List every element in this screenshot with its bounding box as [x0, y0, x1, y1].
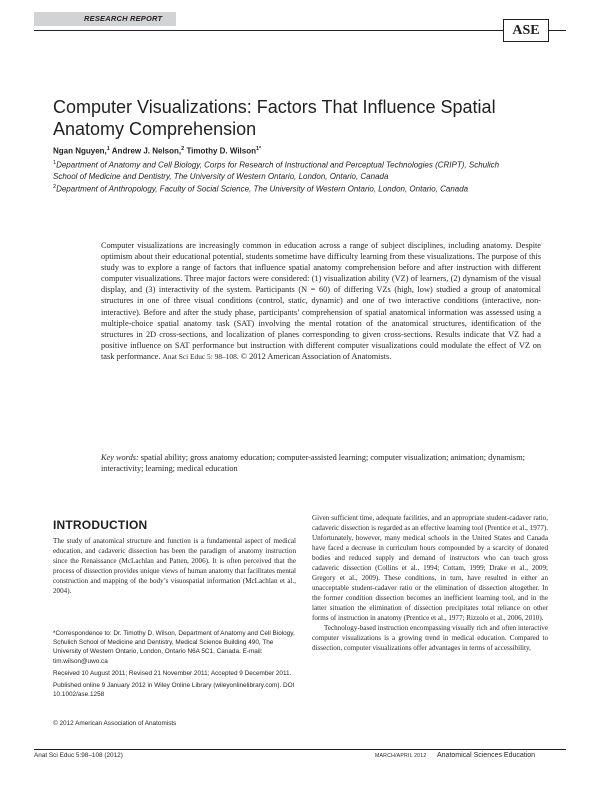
author-affil-marker: 2 — [181, 146, 185, 152]
affiliation: $^1$Department of Anatomy and Cell Biology, Corps for Research of Instructional and Perceptual Technologies (CRIPT), Schulich School of Medicine and Dentistry, The University of Western Ontario, London, Ontario, Canada — [53, 160, 500, 181]
publication-note: Published online 9 January 2012 in Wiley Online Library (wileyonlinelibrary.com). DOI 10.1002/ase.1258 — [53, 682, 295, 699]
section-label: RESEARCH REPORT — [84, 14, 163, 23]
keywords-list: spatial ability; gross anatomy education; computer-assisted learning; computer visualization; animation; dynamism; interactivity; learning; medical education — [101, 453, 525, 474]
author-list — [53, 146, 261, 156]
journal-logo: ASE — [503, 19, 549, 42]
abstract — [101, 240, 541, 362]
abstract-citation: Anat Sci Educ 5: 98–108. — [162, 351, 239, 361]
right-column — [312, 513, 548, 653]
footer-citation: Anat Sci Educ 5:98–108 (2012) — [34, 752, 123, 759]
author-name: Timothy D. Wilson — [186, 146, 256, 156]
copyright-note: © 2012 American Association of Anatomists — [53, 720, 177, 727]
intro-paragraph: The study of anatomical structure and function is a fundamental aspect of medical education, and cadaveric dissection has been the paradigm of anatomy instruction since the Renaissance (McLachlan and Patten, 2006). It is often perceived that the process of dissection provides unique views of human anatomy that facilitates mental construction and mapping of the body’s visuospatial information (McLachlan et al., 2004). — [53, 537, 296, 595]
footnotes — [53, 629, 296, 702]
footer-journal-name: Anatomical Sciences Education — [437, 752, 536, 759]
header-rule — [34, 30, 566, 31]
author-affil-marker: 1 — [106, 146, 110, 152]
intro-paragraph: Given sufficient time, adequate facilities, and an appropriate student-cadaver ratio, cadaveric dissection is regarded as an effective learning tool (Prentice et al., 1977). Unfortunately, however, many medical schools in the United States and Canada have faced a decrease in curriculum hours compounded by a scarcity of donated bodies and reduced supply and demand of instructors who can teach gross cadaveric dissection (Collins et al., 1994; Cottam, 1999; Drake et al., 2009; Gregory et al., 2009). These conditions, in turn, have resulted in either an unacceptable student-cadaver ratio or the elimination of dissection altogether. In the former condition dissection becomes an inefficient learning tool, and in the latter situation the elimination of dissection precipitates total reliance on other forms of instruction in anatomy (Prentice et al., 1977; Rizzolo et al., 2006, 2010). — [312, 514, 548, 622]
affiliation: $^2$Department of Anthropology, Faculty of Social Science, The University of Western Ontario, London, Ontario, Canada — [53, 184, 469, 194]
abstract-text: Computer visualizations are increasingly common in education across a range of subject disciplines, including anatomy. Despite optimism about their educational potential, students sometime have difficulty learning from these visualizations. The purpose of this study was to explore a range of factors that influence spatial anatomy comprehension before and after instruction with different computer visualizations. Three major factors were considered: (1) visualization ability (VZ) of learners, (2) dynamism of the visual display, and (3) interactivity of the system. Participants (N = 60) of differing VZs (high, low) studied a group of anatomical structures in one of three visual conditions (control, static, dynamic) and one of two interactive conditions (interactive, non-interactive). Before and after the study phase, participants’ comprehension of spatial anatomical information was assessed using a multiple-choice spatial anatomy task (SAT) involving the mental rotation of the anatomical structures, identification of the structures in 2D cross-sections, and localization of planes corresponding to given cross-sections. Results indicate that VZ had a positive influence on SAT performance but instruction with different computer visualizations could modulate the effect of VZ on task performance. — [101, 241, 541, 361]
footer-issue-date: MARCH/APRIL 2012 — [375, 753, 427, 759]
intro-paragraph: Technology-based instruction encompassing visually rich and often interactive computer visualizations is a growing trend in medical education. Compared to dissection, computer visualizations offer advantages in terms of accessibility, — [312, 624, 548, 652]
keywords-label: Key words: — [101, 453, 139, 462]
author-name: Andrew J. Nelson, — [111, 146, 182, 156]
introduction-heading: INTRODUCTION — [53, 518, 148, 532]
correspondence-note: *Correspondence to: Dr. Timothy D. Wilson, Department of Anatomy and Cell Biology, Schulich School of Medicine and Dentistry, Medical Science Building 490, The University of Western Ontario, London, Ontario N6A 5C1, Canada. E-mail: tim.wilson@uwo.ca — [53, 630, 295, 665]
article-title: Computer Visualizations: Factors That Influence Spatial Anatomy Comprehension — [53, 97, 496, 139]
affiliations — [53, 158, 523, 195]
abstract-copyright: © 2012 American Association of Anatomists. — [240, 351, 392, 361]
footer-rule — [34, 749, 566, 750]
received-dates: Received 10 August 2011; Revised 21 November 2011; Accepted 9 December 2011. — [53, 669, 292, 677]
keywords — [101, 452, 541, 474]
author-name: Ngan Nguyen, — [53, 146, 107, 156]
author-affil-marker: 1* — [256, 146, 262, 152]
